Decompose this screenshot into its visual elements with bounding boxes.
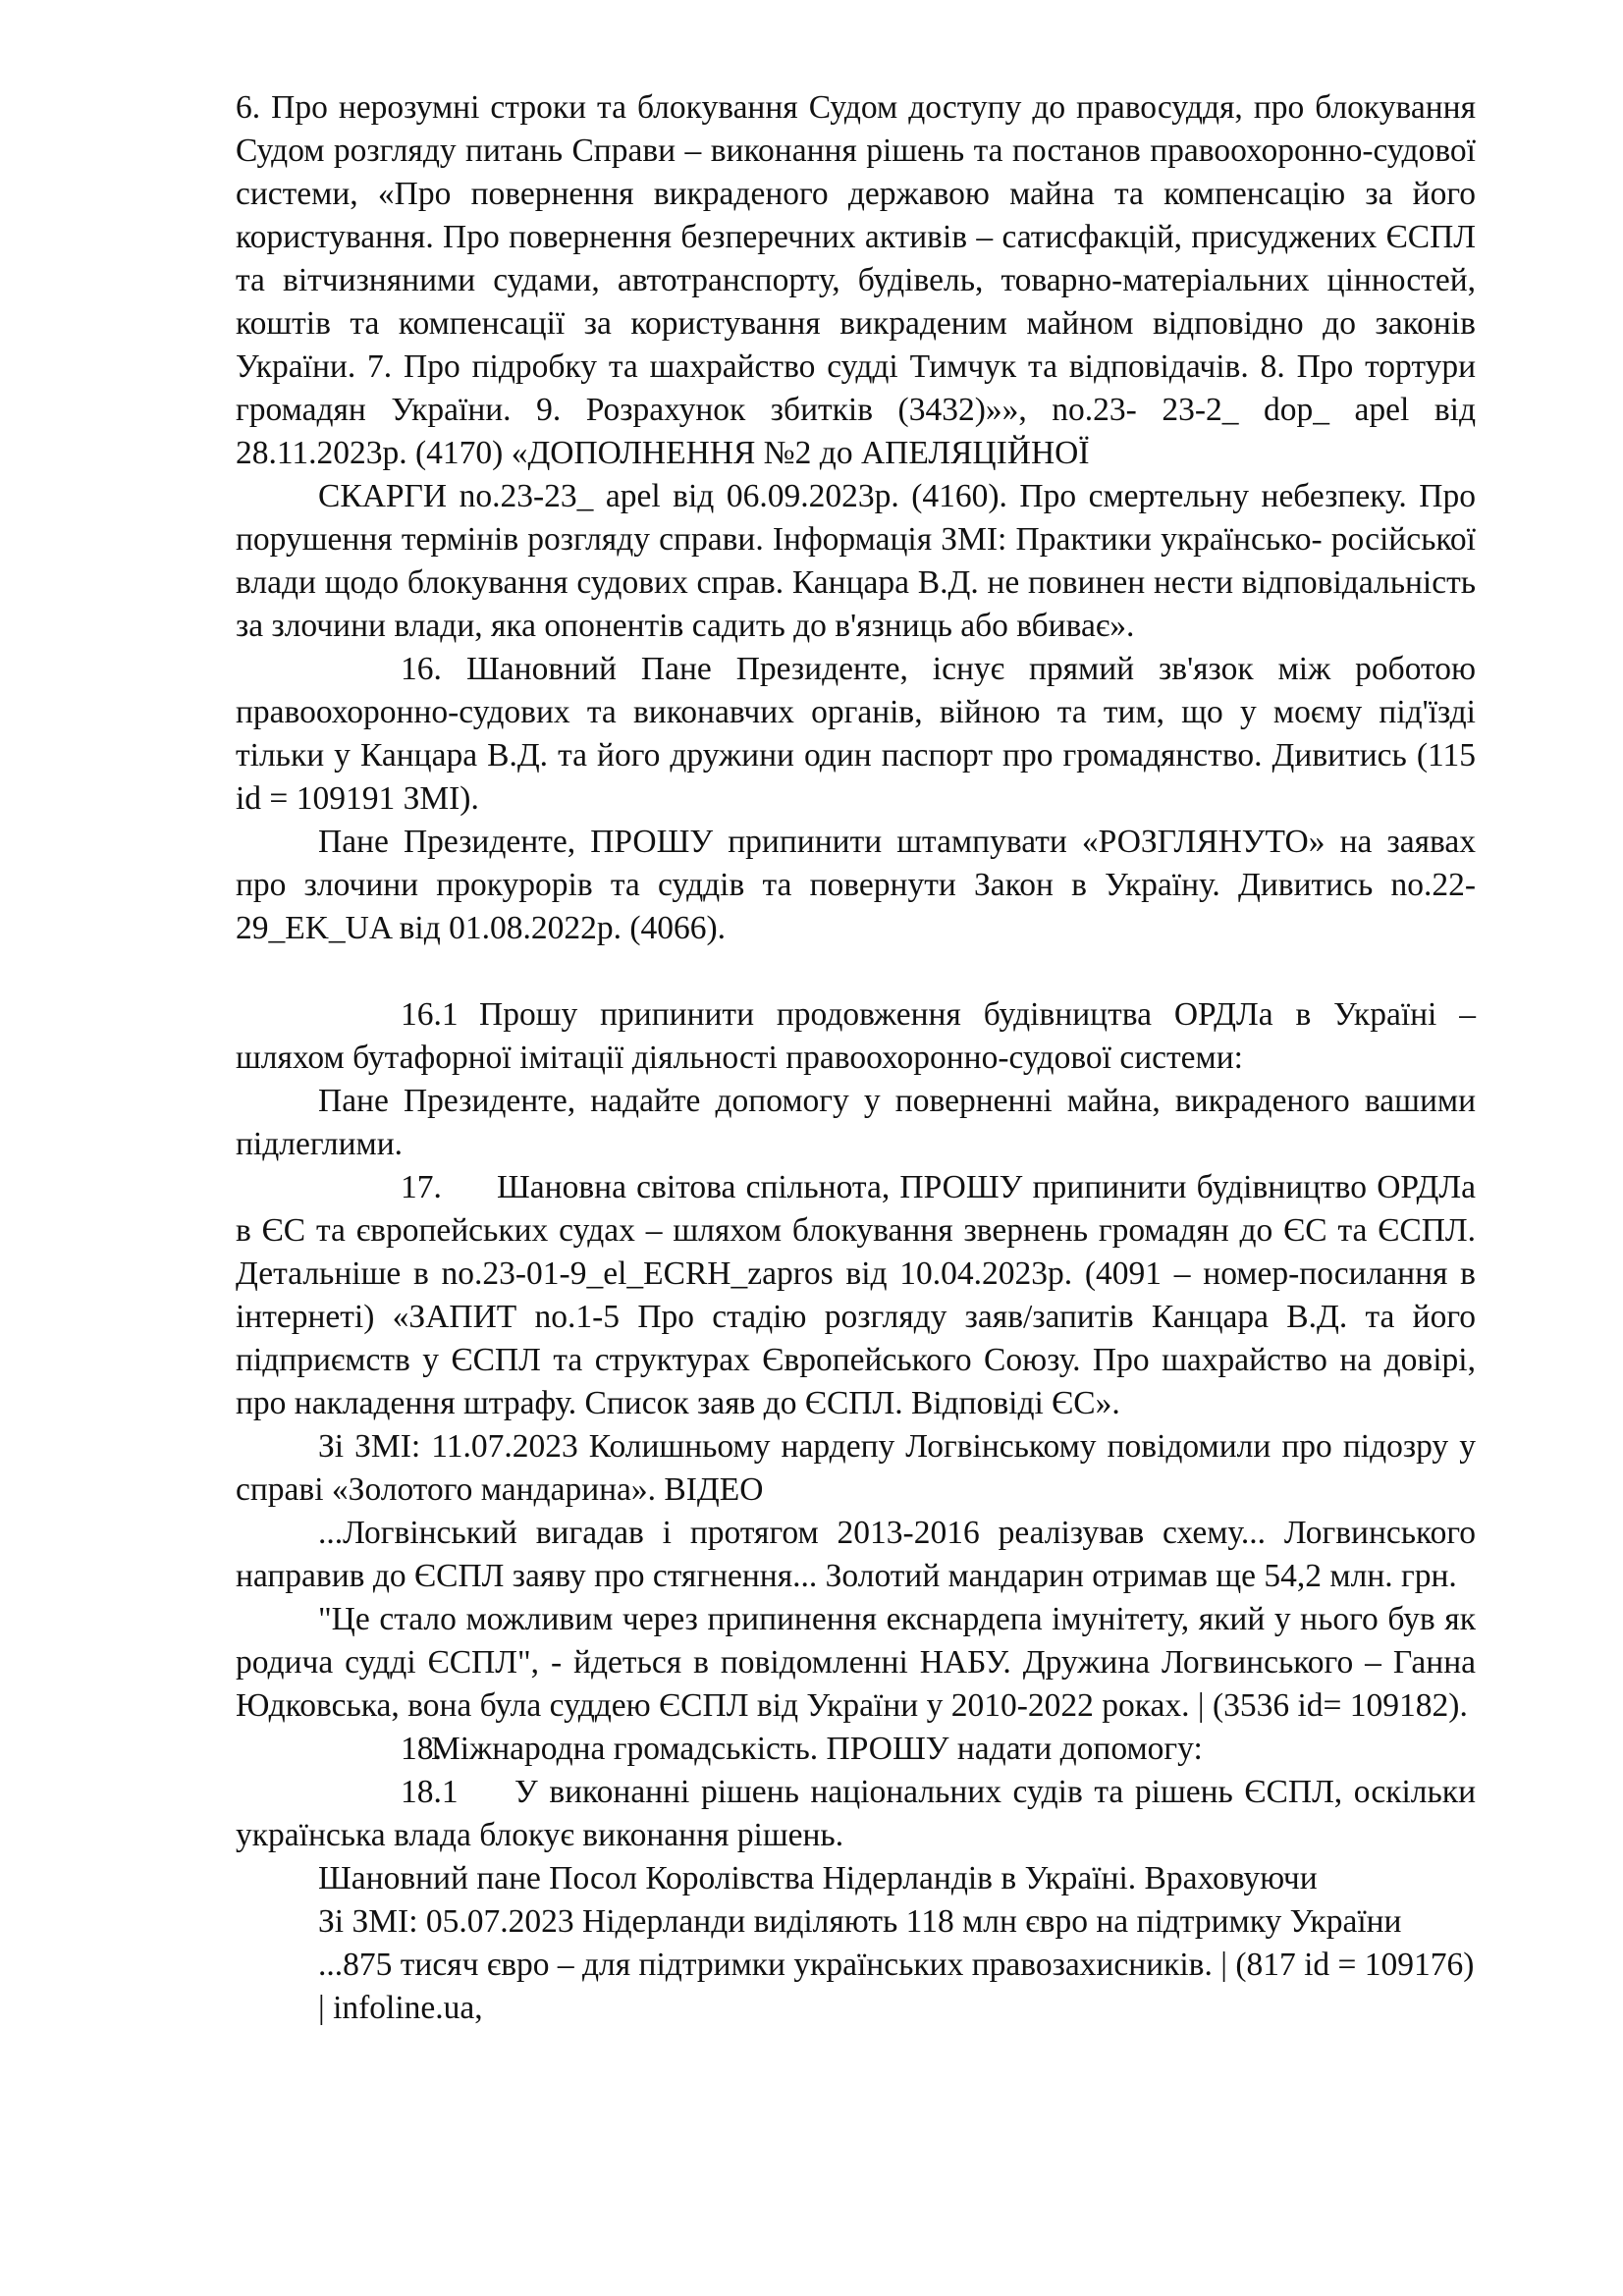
paragraph-news-quote-1 [236,1512,1476,1598]
paragraph-text: Зі ЗМІ: 05.07.2023 Нідерланди виділяють 118 млн євро на підтримку України [318,1903,1402,1940]
paragraph-number: 17. [401,1169,442,1205]
paragraph-number: 18. [401,1731,442,1767]
paragraph-text: "Це стало можливим через припинення екснардепа імунітету, який у нього був як родича судді ЄСПЛ", - йдеться в повідомленні НАБУ. Дружина Логвинського – Ганна Юдковська, вона була суддею ЄСПЛ від України у 2010-2022 роках. | (3536 id= 109182). [236,1601,1476,1724]
paragraph-complaint-continuation [236,475,1476,648]
paragraph-news-quote-3 [236,1944,1476,1987]
paragraph-text: СКАРГИ no.23-23_ apel від 06.09.2023р. (4160). Про смертельну небезпеку. Про порушення термінів розгляду справи. Інформація ЗМІ: Практики українсько- російської влади щодо блокування судових справ. Канцара В.Д. не повинен нести відповідальність за злочини влади, яка опонентів садить до в'язниць або вбиває». [236,478,1476,644]
paragraph-16 [236,648,1476,821]
paragraph-18 [236,1728,1476,1771]
paragraph-news-quote-2 [236,1598,1476,1728]
paragraph-text: Зі ЗМІ: 11.07.2023 Колишньому нардепу Логвінському повідомили про підозру у справі «Золотого мандарина». ВІДЕО [236,1428,1476,1508]
paragraph-text: ...875 тисяч євро – для підтримки українських правозахисників. | (817 id = 109176) [318,1947,1475,1983]
paragraph-text: 6. Про нерозумні строки та блокування Судом доступу до правосуддя, про блокування Судом розгляду питань Справи – виконання рішень та постанов правоохоронно-судової системи, «Про повернення викраденого державою майна та компенсацію за його користування. Про повернення безперечних активів – сатисфакцій, присуджених ЄСПЛ та вітчизняними судами, автотранспорту, будівель, товарно-матеріальних цінностей, коштів та компенсації за користування викраденим майном відповідно до законів України. 7. Про підробку та шахрайство судді Тимчук та відповідачів. 8. Про тортури громадян України. 9. Розрахунок збитків (3432)»», no.23- 23-2_ dop_ apel від 28.11.2023р. (4170) «ДОПОЛНЕННЯ №2 до АПЕЛЯЦІЙНОЇ [236,89,1476,471]
paragraph-text: Прошу припинити продовження будівництва ОРДЛа в Україні – шляхом бутафорної імітації діяльності правоохоронно-судової системи: [236,996,1476,1076]
paragraph-text: Пане Президенте, ПРОШУ припинити штампувати «РОЗГЛЯНУТО» на заявах про злочини прокурорів та суддів та повернути Закон в Україну. Дивитись no.22- 29_EK_UA від 01.08.2022р. (4066). [236,824,1476,946]
paragraph-president-help [236,1080,1476,1166]
paragraph-text: Міжнародна громадськість. ПРОШУ надати допомогу: [431,1731,1203,1767]
paragraph-17 [236,1166,1476,1425]
paragraph-text: Пане Президенте, надайте допомогу у поверненні майна, викраденого вашими підлеглими. [236,1083,1476,1162]
paragraph-number: 16.1 [401,996,459,1033]
paragraph-text: Шановний пане Посол Королівства Нідерландів в Україні. Враховуючи [318,1860,1318,1896]
paragraph-item-6-continuation [236,86,1476,475]
paragraph-text: Шановний Пане Президенте, існує прямий зв'язок між роботою правоохоронно-судових та виконавчих органів, війною та тим, що у моєму під'їзді тільки у Канцара В.Д. та його дружини один паспорт про громадянство. Дивитись (115 id = 109191 ЗМІ). [236,651,1476,817]
paragraph-news-logvinsky [236,1425,1476,1512]
paragraph-text: Шановна світова спільнота, ПРОШУ припинити будівництво ОРДЛа в ЄС та європейських судах – шляхом блокування звернень громадян до ЄС та ЄСПЛ. Детальніше в no.23-01-9_el_ECRH_zapros від 10.04.2023р. (4091 – номер-посилання в інтернеті) «ЗАПИТ no.1-5 Про стадію розгляду заяв/запитів Канцара В.Д. та його підприємств у ЄСПЛ та структурах Європейського Союзу. Про шахрайство на довірі, про накладення штрафу. Список заяв до ЄСПЛ. Відповіді ЄС». [236,1169,1476,1421]
blank-line [236,950,1476,993]
paragraph-ambassador [236,1857,1476,1900]
paragraph-number: 18.1 [401,1774,459,1810]
document-body [236,86,1476,2030]
paragraph-news-netherlands [236,1900,1476,1944]
paragraph-text: У виконанні рішень національних судів та рішень ЄСПЛ, оскільки українська влада блокує виконання рішень. [236,1774,1476,1853]
paragraph-number: 16. [401,651,442,687]
paragraph-text: | infoline.ua, [318,1990,483,2026]
paragraph-16-1 [236,993,1476,1080]
paragraph-18-1 [236,1771,1476,1857]
paragraph-text: ...Логвінський вигадав і протягом 2013-2016 реалізував схему... Логвинського направив до ЄСПЛ заяву про стягнення... Золотий мандарин отримав ще 54,2 млн. грн. [236,1515,1476,1594]
paragraph-source [236,1987,1476,2030]
paragraph-president-request [236,821,1476,950]
